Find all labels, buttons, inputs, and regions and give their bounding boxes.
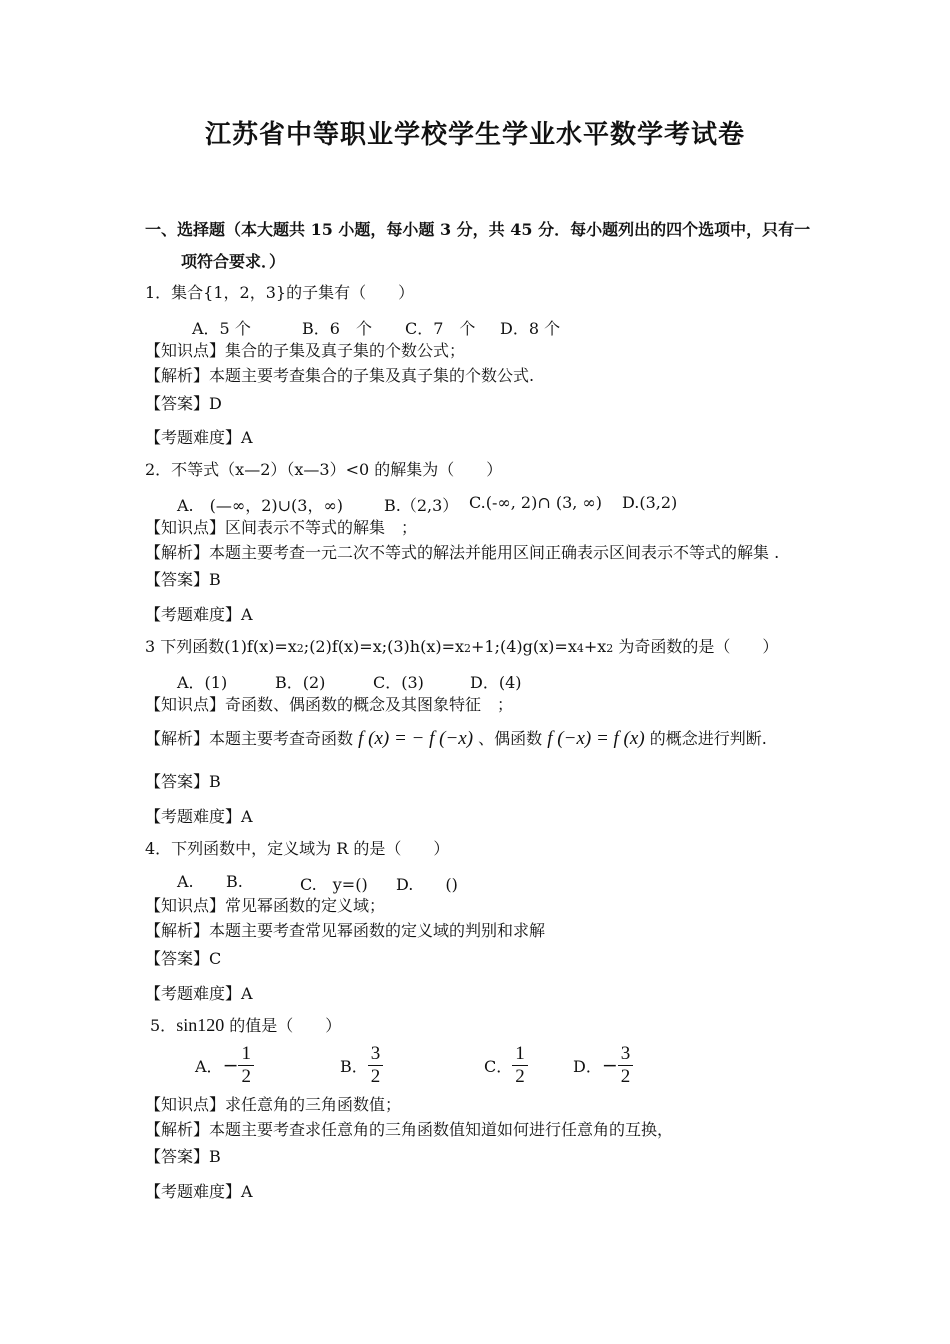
q3-knowledge-point: 【知识点】奇函数、偶函数的概念及其图象特征 ； [145,695,514,714]
q3-stem [145,637,778,659]
q5-option-b-label: B． [340,1057,368,1076]
fraction-numerator: 3 [368,1043,384,1066]
q2-stem: 2．不等式（x—2）（x—3）<0 的解集为（ ） [145,460,503,479]
q5-option-d-fraction [618,1043,634,1088]
q5-expression: sin120 [176,1015,225,1035]
q3-option-b: B．(2) [275,673,326,692]
q3-stem-part: +x [583,637,607,656]
page-title: 江苏省中等职业学校学生学业水平数学考试卷 [204,120,745,150]
q5-option-c [484,1043,528,1088]
q1-analysis: 【解析】本题主要考查集合的子集及真子集的个数公式. [145,366,535,385]
q5-difficulty: 【考题难度】A [145,1182,253,1201]
q3-option-a: A．(1) [177,673,228,692]
q5-option-d [573,1043,633,1088]
q1-option-c: C．7 个 [405,319,476,338]
q3-stem-part: +1;(4)g(x)=x [471,637,577,656]
q1-option-b: B．6 个 [302,319,372,338]
q1-stem: 1．集合{1，2，3}的子集有（ ） [145,283,415,302]
q4-knowledge-point: 【知识点】常见幂函数的定义域； [145,896,386,915]
q5-option-c-fraction [512,1043,528,1088]
q4-analysis: 【解析】本题主要考查常见幂函数的定义域的判别和求解 [145,921,546,940]
section-heading-line2: 项符合要求．） [181,252,286,271]
q3-analysis [145,729,767,749]
q5-option-d-sign: − [601,1054,618,1077]
q4-option-d: D. () [396,875,458,894]
q5-knowledge-point: 【知识点】求任意角的三角函数值； [145,1095,402,1114]
odd-function-formula: f (x) = − f (−x) [358,728,474,749]
q3-stem-part: 为奇函数的是（ ） [613,637,779,656]
section-heading-line1: 一、选择题（本大题共 15 小题，每小题 3 分，共 45 分．每小题列出的四个选项中，只有一 [145,220,811,239]
q3-option-c: C．(3) [373,673,424,692]
q3-stem-part: ;(2)f(x)=x;(3)h(x)=x [303,637,465,656]
q1-option-d: D．8 个 [500,319,561,338]
fraction-denominator: 2 [620,1066,631,1087]
q5-answer: 【答案】B [145,1147,221,1166]
q3-answer: 【答案】B [145,772,221,791]
q4-option-c: C. y=() [300,875,368,894]
q5-analysis: 【解析】本题主要考查求任意角的三角函数值知道如何进行任意角的互换， [145,1120,674,1139]
q5-number: 5． [150,1016,177,1035]
q5-option-a-sign: − [222,1054,239,1077]
fraction-numerator: 1 [512,1043,528,1066]
q3-difficulty: 【考题难度】A [145,807,253,826]
q5-stem-rest: 的值是（ ） [224,1016,342,1035]
q2-option-d: D.(3,2) [622,493,678,512]
q3-exponent: 2 [296,642,304,655]
q3-exponent: 4 [576,642,584,655]
q5-option-d-label: D． [573,1057,602,1076]
q2-option-a: A. (—∞，2)∪(3，∞) [177,496,344,515]
q3-analysis-text: 、偶函数 [478,729,543,748]
fraction-denominator: 2 [515,1066,525,1087]
q3-analysis-text: 的概念进行判断. [649,729,767,748]
q2-option-b: B.（2,3） [384,496,459,515]
q5-option-b [340,1043,383,1088]
q2-difficulty: 【考题难度】A [145,605,253,624]
q1-option-a: A．5 个 [192,319,251,338]
q4-difficulty: 【考题难度】A [145,984,253,1003]
q4-stem: 4．下列函数中，定义域为 R 的是（ ） [145,839,450,858]
even-function-formula: f (−x) = f (x) [547,728,645,749]
fraction-denominator: 2 [241,1066,251,1087]
q3-exponent: 2 [606,642,614,655]
fraction-denominator: 2 [370,1066,381,1087]
q5-option-a [195,1043,254,1088]
q3-analysis-text: 【解析】本题主要考查奇函数 [145,729,354,748]
q3-option-d: D．(4) [470,673,522,692]
q5-option-b-fraction [368,1043,384,1088]
q1-answer: 【答案】D [145,394,222,413]
q2-answer: 【答案】B [145,570,221,589]
q4-answer: 【答案】C [145,949,222,968]
q5-option-c-label: C． [484,1057,513,1076]
q4-option-b: B. [226,872,243,891]
fraction-numerator: 3 [618,1043,634,1066]
q2-analysis: 【解析】本题主要考查一元二次不等式的解法并能用区间正确表示区间表示不等式的解集 . [145,543,780,562]
q1-knowledge-point: 【知识点】集合的子集及真子集的个数公式； [145,341,466,360]
fraction-numerator: 1 [238,1043,254,1066]
q1-difficulty: 【考题难度】A [145,428,253,447]
q5-option-a-fraction [238,1043,254,1088]
q2-option-c: C.(-∞, 2)∩ (3, ∞) [469,493,602,512]
q3-exponent: 2 [464,642,472,655]
q5-stem [150,1015,341,1036]
q3-stem-part: 3 下列函数(1)f(x)=x [145,637,297,656]
q4-option-a: A. [177,872,194,891]
q2-knowledge-point: 【知识点】区间表示不等式的解集 ； [145,518,418,537]
q5-option-a-label: A． [195,1057,223,1076]
